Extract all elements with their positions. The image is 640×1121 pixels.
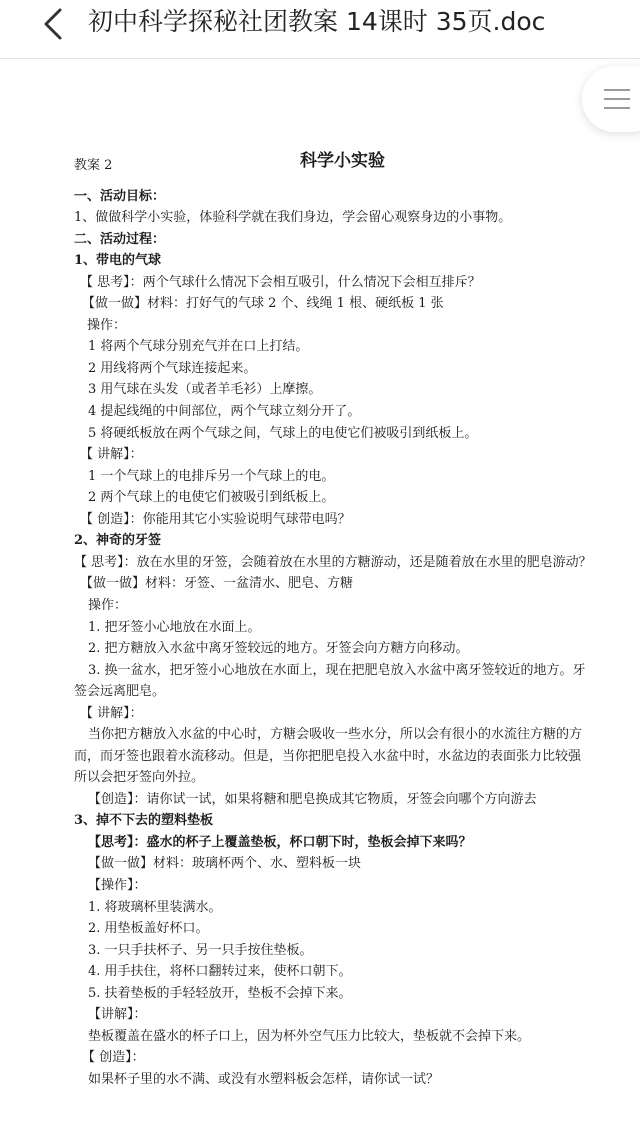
text-line: 3. 一只手扶杯子、另一只手按住垫板。: [88, 943, 313, 958]
text-line: 【讲解】：: [88, 1007, 147, 1022]
document-page: [0, 140, 640, 1121]
top-bar: [0, 0, 640, 59]
text-line: 如果杯子里的水不满、或没有水塑料板会怎样，请你试一试？: [88, 1072, 440, 1087]
subsection-heading: 2、神奇的牙签: [74, 533, 162, 548]
text-line: 1. 将玻璃杯里装满水。: [88, 900, 222, 915]
text-line: 垫板覆盖在盛水的杯子口上，因为杯外空气压力比较大，垫板就不会掉下来。: [88, 1029, 531, 1044]
text-line: 【创造】：请你试一试，如果将糖和肥皂换成其它物质，牙签会向哪个方向游去: [88, 792, 537, 807]
text-line: 2. 把方糖放入水盆中离牙签较远的地方。牙签会向方糖方向移动。: [88, 641, 469, 656]
back-button[interactable]: [32, 2, 76, 46]
text-line: 【 创造】：你能用其它小实验说明气球带电吗？: [80, 512, 351, 527]
subsection-heading: 3、掉不下去的塑料垫板: [74, 813, 214, 828]
text-line: 操作：: [87, 318, 127, 333]
menu-button[interactable]: [582, 66, 640, 132]
text-line: 【操作】：: [88, 878, 147, 893]
text-line: 2 用线将两个气球连接起来。: [88, 361, 257, 376]
text-line: 1. 把牙签小心地放在水面上。: [88, 620, 261, 635]
text-line: 【 讲解】：: [80, 706, 143, 721]
text-line: 【做一做】材料：打好气的气球 2 个、线绳 1 根、硬纸板 1 张: [82, 296, 444, 311]
subsection-heading: 1、带电的气球: [74, 253, 162, 268]
text-line: 【 创造】：: [82, 1050, 145, 1065]
text-line: 【做一做】材料：牙签、一盆清水、肥皂、方糖: [80, 576, 354, 591]
document-heading: 科学小实验: [300, 151, 385, 171]
text-line: 【 思考】：两个气球什么情况下会相互吸引，什么情况下会相互排斥？: [80, 275, 481, 290]
text-line: 5 将硬纸板放在两个气球之间，气球上的电使它们被吸引到纸板上。: [88, 426, 478, 441]
text-line: 签会远离肥皂。: [74, 684, 166, 699]
text-line: 2. 用垫板盖好杯口。: [88, 921, 209, 936]
text-line: 【做一做】材料：玻璃杯两个、水、塑料板一块: [88, 856, 362, 871]
text-line: 操作：: [88, 598, 128, 613]
lesson-number: 教案 2: [74, 158, 113, 173]
document-title: 初中科学探秘社团教案 14课时 35页.doc: [88, 7, 546, 36]
section-heading: 一、活动目标：: [74, 189, 166, 204]
text-line: 2 两个气球上的电使它们被吸引到纸板上。: [88, 490, 335, 505]
section-heading: 二、活动过程：: [74, 232, 166, 247]
text-line: 4. 用手扶住，将杯口翻转过来，使杯口朝下。: [88, 964, 352, 979]
chevron-left-icon: [32, 2, 76, 46]
text-line: 当你把方糖放入水盆的中心时，方糖会吸收一些水分，所以会有很小的水流往方糖的方: [88, 727, 583, 742]
text-line: 5. 扶着垫板的手轻轻放开，垫板不会掉下来。: [88, 986, 352, 1001]
text-line: 1 一个气球上的电排斥另一个气球上的电。: [88, 469, 335, 484]
text-line: 3 用气球在头发（或者羊毛衫）上摩擦。: [88, 382, 322, 397]
text-line: 1、做做科学小实验，体验科学就在我们身边，学会留心观察身边的小事物。: [74, 210, 512, 225]
text-line: 【 讲解】：: [80, 447, 143, 462]
text-line: 1 将两个气球分别充气并在口上打结。: [88, 339, 309, 354]
text-line: 所以会把牙签向外拉。: [74, 770, 205, 785]
text-line: 4 提起线绳的中间部位，两个气球立刻分开了。: [88, 404, 361, 419]
text-line: 【思考】：盛水的杯子上覆盖垫板，杯口朝下时，垫板会掉下来吗？: [88, 835, 472, 850]
text-line: 3. 换一盆水，把牙签小心地放在水面上，现在把肥皂放入水盆中离牙签较近的地方。牙: [88, 663, 586, 678]
text-line: 【 思考】：放在水里的牙签，会随着放在水里的方糖游动，还是随着放在水里的肥皂游动？: [74, 555, 592, 570]
text-line: 而，而牙签也跟着水流移动。但是，当你把肥皂投入水盆中时，水盆边的表面张力比较强: [74, 749, 582, 764]
